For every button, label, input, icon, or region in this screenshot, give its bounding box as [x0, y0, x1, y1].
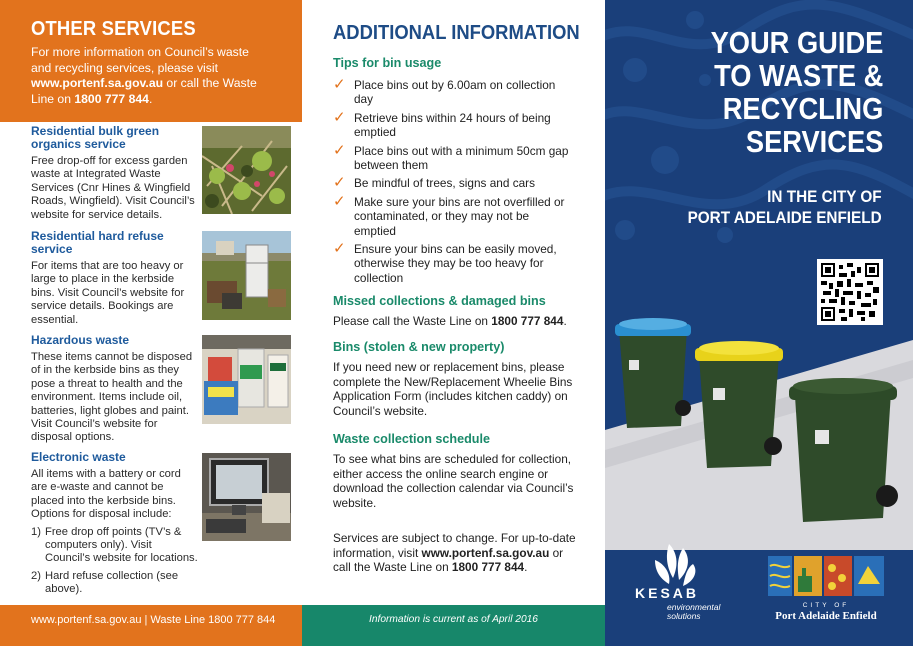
service-heading: Electronic waste	[31, 450, 126, 464]
list-item: 1) Free drop off points (TV’s & computers only). Visit Council’s website for locations.	[31, 525, 198, 565]
council-crest-logo	[768, 556, 884, 596]
stolen-bins-heading: Bins (stolen & new property)	[333, 340, 505, 354]
website-link[interactable]: www.portenf.sa.gov.au	[31, 76, 164, 91]
check-icon: ✓	[333, 240, 346, 258]
stolen-bins-text: If you need new or replacement bins, please complete the New/Replacement Wheelie Bins Application Form (includes kitchen caddy) on Council’s website.	[333, 360, 573, 418]
other-services-title: OTHER SERVICES	[31, 18, 196, 40]
tip-item: ✓ Place bins out with a minimum 50cm gap between them	[333, 141, 569, 173]
tip-item: ✓ Place bins out by 6.00am on collection day	[333, 76, 556, 107]
disposal-options-list	[31, 526, 199, 597]
kesab-tagline: environmental solutions	[667, 602, 721, 621]
recycling-bin-yellow-lid	[695, 341, 783, 468]
general-waste-bin-green-lid	[789, 378, 898, 522]
recycling-bin-blue-lid	[615, 318, 691, 428]
service-green-organics	[31, 125, 199, 222]
tips-list	[333, 78, 573, 289]
cover-panel	[605, 0, 913, 646]
waste-line-phone[interactable]: 1800 777 844	[74, 91, 149, 106]
service-text: These items cannot be disposed of in the kerbside bins as they pose a threat to health and the environment. Items include oil, batteries, light globes and paint. Visit Council’s website for disposal options.	[31, 351, 193, 444]
list-item: 2) Hard refuse collection (see above).	[31, 569, 179, 596]
service-heading: Residential bulk green organics service	[31, 124, 160, 151]
electronic-waste-photo	[202, 453, 291, 541]
council-name: Port Adelaide Enfield	[775, 610, 877, 622]
service-heading: Hazardous waste	[31, 333, 130, 347]
check-icon: ✓	[333, 76, 346, 93]
check-icon: ✓	[333, 141, 346, 159]
wheelie-bins-illustration	[605, 300, 913, 550]
cover-subtitle: IN THE CITY OF PORT ADELAIDE ENFIELD	[687, 187, 882, 227]
check-icon: ✓	[333, 108, 346, 126]
missed-collections-text: Please call the Waste Line on 1800 777 844.	[333, 314, 567, 328]
hazardous-waste-photo	[202, 335, 291, 424]
tip-item: ✓ Make sure your bins are not overfilled or contaminated, or they may not be emptied	[333, 192, 565, 238]
service-electronic-waste	[31, 451, 199, 601]
check-icon: ✓	[333, 192, 346, 210]
tip-item: ✓ Ensure your bins can be easily moved, otherwise they may be too heavy for collection	[333, 240, 557, 285]
website-link[interactable]: www.portenf.sa.gov.au	[421, 545, 550, 560]
subject-to-change-text: Services are subject to change. For up-to-date information, visit www.portenf.sa.gov.au or call the Waste Line on 1800 777 844.	[333, 531, 576, 575]
service-heading: Residential hard refuse service	[31, 229, 164, 256]
service-hard-refuse	[31, 230, 199, 327]
service-text: All items with a battery or cord are e-waste and cannot be placed into the kerbside bins. Options for disposal include:	[31, 468, 181, 521]
check-icon: ✓	[333, 174, 346, 192]
missed-collections-heading: Missed collections & damaged bins	[333, 294, 546, 308]
garden-waste-photo	[202, 126, 291, 214]
service-hazardous-waste	[31, 334, 199, 445]
tip-item: ✓ Retrieve bins within 24 hours of being emptied	[333, 108, 551, 140]
service-text: Free drop-off for excess garden waste at Integrated Waste Services (Cnr Hines & Wingfield Roads, Wingfield). Visit Council’s website for service details.	[31, 155, 195, 221]
waste-line-phone[interactable]: 1800 777 844	[451, 560, 525, 575]
other-services-panel	[0, 0, 302, 646]
service-text: For items that are too heavy or large to place in the kerbside bins. Visit Council’s website for service details. Bookings are essential.	[31, 260, 185, 326]
schedule-text: To see what bins are scheduled for collection, either access the online search engine or download the collection calendar via Council’s website.	[333, 452, 574, 510]
schedule-heading: Waste collection schedule	[333, 432, 490, 446]
city-of-label: CITY OF	[802, 602, 850, 609]
other-services-intro: For more information on Council’s waste and recycling services, please visit www.portenf.sa.gov.au or call the Waste Line on 1800 777 844.	[31, 45, 257, 106]
other-services-footer: www.portenf.sa.gov.au | Waste Line 1800 777 844	[0, 605, 302, 646]
hard-refuse-photo	[202, 231, 291, 320]
tip-item: ✓ Be mindful of trees, signs and cars	[333, 174, 535, 192]
cover-title: YOUR GUIDE TO WASTE & RECYCLING SERVICES	[710, 25, 883, 159]
tips-heading: Tips for bin usage	[333, 56, 442, 70]
kesab-name: KESAB	[635, 585, 700, 601]
other-services-header	[0, 0, 302, 122]
info-current-footer: Information is current as of April 2016	[302, 605, 605, 646]
waste-line-phone[interactable]: 1800 777 844	[491, 314, 564, 328]
additional-info-panel	[302, 0, 605, 646]
additional-info-title: ADDITIONAL INFORMATION	[333, 22, 580, 44]
